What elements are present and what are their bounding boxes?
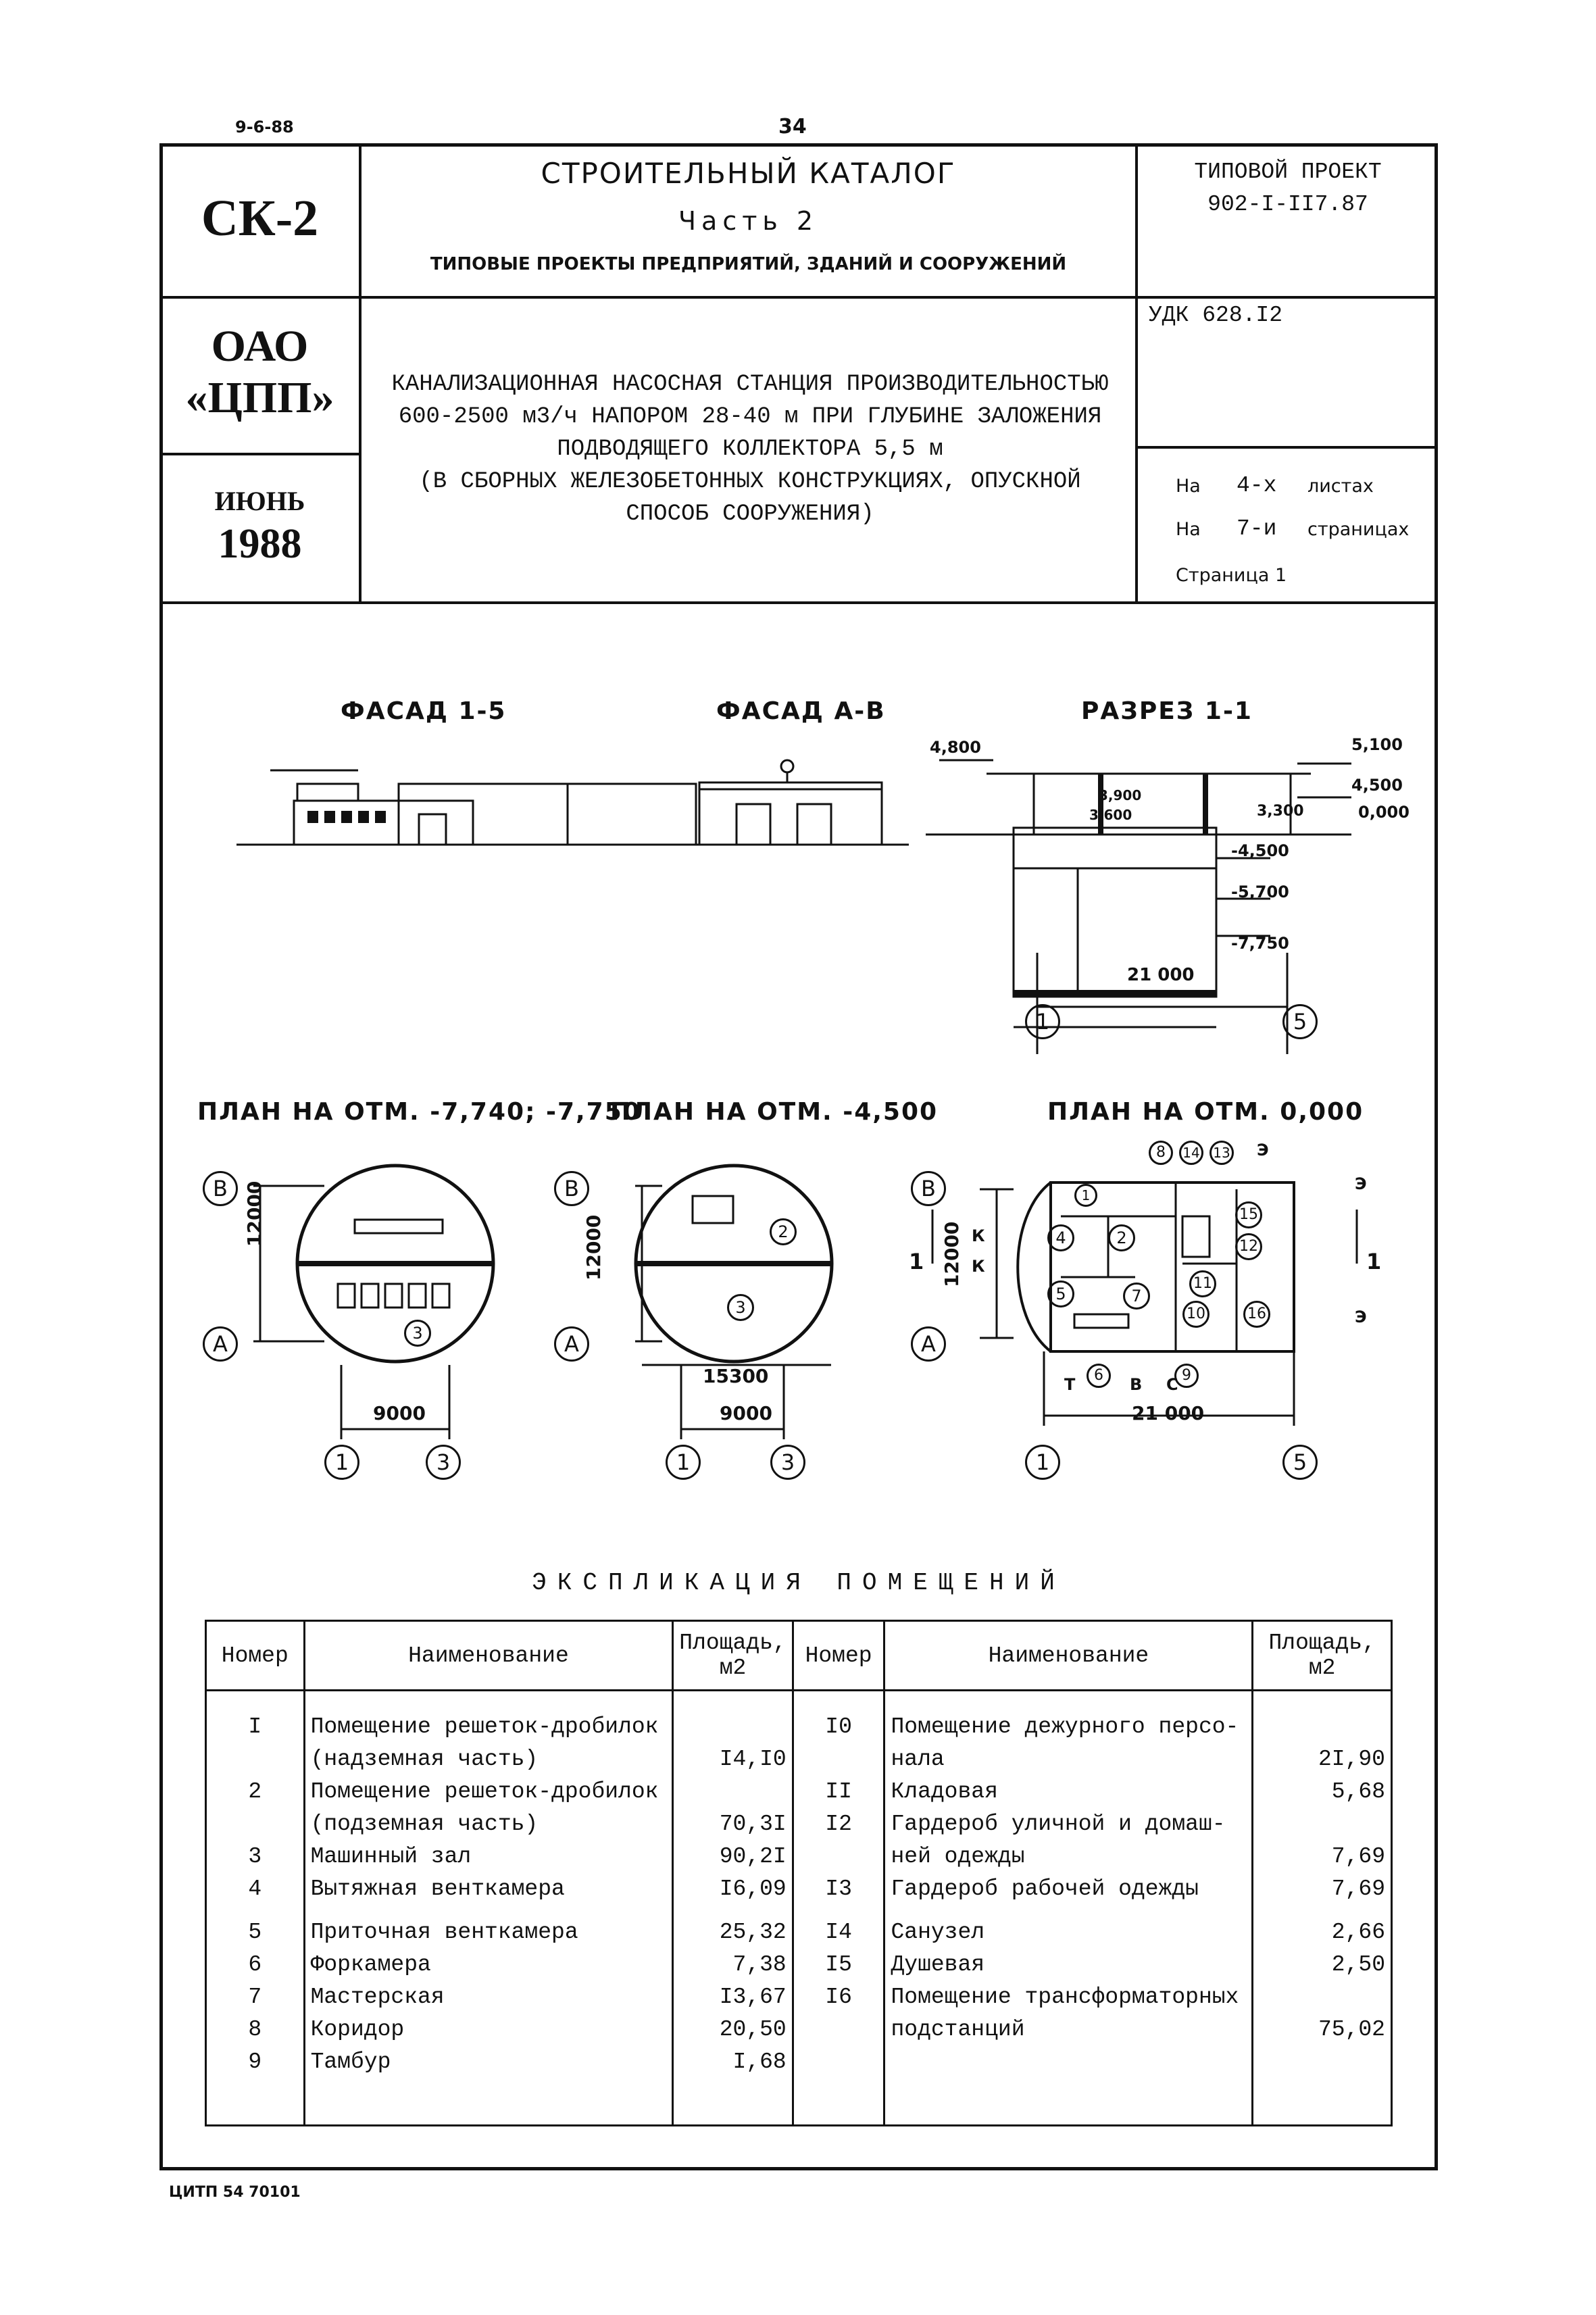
footer-code: ЦИТП 54 70101 (169, 2184, 301, 2201)
plan1-axis-1: 1 (324, 1445, 359, 1480)
table-row (206, 1873, 1392, 1906)
header-bottom-line (159, 601, 1438, 604)
room-name-line: нала (891, 1746, 945, 1772)
room-name-line: Гардероб уличной и домаш- (891, 1811, 1226, 1837)
plan3-axis-5: 5 (1282, 1445, 1318, 1480)
description-line: ПОДВОДЯЩЕГО КОЛЛЕКТОРА 5,5 м (557, 437, 943, 462)
project-label: ТИПОВОЙ ПРОЕКТ (1194, 159, 1382, 184)
facade-1-5-title: ФАСАД 1-5 (341, 697, 507, 725)
plan3-room-11: 11 (1189, 1270, 1216, 1297)
table-row (206, 1711, 1392, 1776)
plan3-room-5: 5 (1047, 1280, 1074, 1308)
room-name-line: Помещение дежурного персо- (891, 1714, 1239, 1739)
level-minus-4-500: -4,500 (1231, 841, 1289, 860)
plan3-axis-1: 1 (1025, 1445, 1060, 1480)
room-number (793, 1776, 884, 1841)
plan3-room-1: 1 (1074, 1184, 1097, 1207)
table-row (206, 1981, 1392, 2014)
plan3-dim-v: 12000 (941, 1221, 963, 1287)
plan1-axis-3: 3 (426, 1445, 461, 1480)
catalog-subtitle: ТИПОВЫЕ ПРОЕКТЫ ПРЕДПРИЯТИЙ, ЗДАНИЙ И СООРУЖЕНИЙ (430, 254, 1067, 274)
room-number-value: 2 (248, 1778, 262, 1804)
room-number: 6 (206, 1949, 305, 1981)
description-line: 600-2500 м3/ч НАПОРОМ 28-40 м ПРИ ГЛУБИНЕ ЗАЛОЖЕНИЯ (398, 404, 1102, 430)
plan3-room-8: 8 (1149, 1141, 1173, 1165)
table-row (206, 2014, 1392, 2046)
header-name: Наименование (884, 1621, 1253, 1691)
facade-a-v-drawing (689, 750, 912, 865)
room-number-value: II (825, 1778, 852, 1804)
pages-unit: страницах (1307, 519, 1410, 540)
level-0-000: 0,000 (1358, 803, 1410, 822)
org-line-1: ОАО (211, 322, 309, 371)
header-left-divider (159, 453, 360, 455)
plan2-room-3: 3 (727, 1294, 754, 1321)
plan3-mark-s: С (1166, 1375, 1178, 1394)
org-line-2: «ЦПП» (185, 373, 334, 422)
issue-month: ИЮНЬ (214, 486, 305, 516)
table-row (206, 1949, 1392, 1981)
plan3-mark-e3: Э (1355, 1308, 1367, 1326)
room-name-line: Помещение решеток-дробилок (310, 1778, 659, 1804)
table-row (206, 2046, 1392, 2126)
plan3-mark-e1: Э (1257, 1141, 1269, 1160)
pages-prefix: На (1176, 519, 1201, 540)
plan-2-drawing (547, 1162, 851, 1487)
description-line: КАНАЛИЗАЦИОННАЯ НАСОСНАЯ СТАНЦИЯ ПРОИЗВОДИТЕЛЬНОСТЬЮ (391, 372, 1109, 397)
plan3-axis-v: В (911, 1171, 946, 1206)
room-area (1253, 1776, 1392, 1841)
room-name (304, 1776, 673, 1841)
plan3-mark-v: В (1130, 1375, 1143, 1394)
room-area: 7,38 (673, 1949, 793, 1981)
axis-5-marker: 5 (1282, 1004, 1318, 1039)
plan3-axis-a: А (911, 1326, 946, 1362)
room-name: Машинный зал (304, 1841, 673, 1873)
sheets-value: 4-х (1237, 473, 1277, 498)
room-name (304, 1711, 673, 1776)
project-description (378, 368, 1122, 530)
table-header-row (206, 1621, 1392, 1691)
room-number: I3 (793, 1873, 884, 1906)
room-area: 90,2I (673, 1841, 793, 1873)
plan2-axis-3: 3 (770, 1445, 805, 1480)
facade-a-v-title: ФАСАД А-В (716, 697, 886, 725)
room-area-value: 5,68 (1331, 1778, 1385, 1804)
room-number: I6 (793, 1981, 884, 2014)
room-name: Санузел (884, 1906, 1253, 1949)
room-number: I0 (793, 1711, 884, 1776)
plan3-room-16: 16 (1243, 1301, 1270, 1328)
level-minus-5-700: -5,700 (1231, 882, 1289, 901)
room-area: 2,66 (1253, 1906, 1392, 1949)
room-number: 4 (206, 1873, 305, 1906)
room-area (1253, 1711, 1392, 1776)
table-row (206, 1906, 1392, 1949)
section-title: РАЗРЕЗ 1-1 (1081, 697, 1253, 725)
room-area: 25,32 (673, 1906, 793, 1949)
room-name: Форкамера (304, 1949, 673, 1981)
header-num: Номер (793, 1621, 884, 1691)
plan1-axis-a: А (203, 1326, 238, 1362)
plan-1-drawing (189, 1162, 514, 1487)
plan-3-title: ПЛАН НА ОТМ. 0,000 (1047, 1098, 1364, 1126)
room-name-line: (надземная часть) (310, 1746, 539, 1772)
plan-1-title: ПЛАН НА ОТМ. -7,740; -7,750 (197, 1098, 641, 1126)
catalog-title: СТРОИТЕЛЬНЫЙ КАТАЛОГ (541, 157, 956, 190)
page-label: Страница 1 (1176, 565, 1287, 586)
room-area: I,68 (673, 2046, 793, 2126)
level-4-800: 4,800 (930, 738, 981, 757)
plan2-dim-h: 9000 (720, 1402, 772, 1424)
plan3-room-14: 14 (1179, 1141, 1203, 1165)
plan1-axis-v: В (203, 1171, 238, 1206)
explication-table (205, 1620, 1393, 2126)
room-number: I (206, 1711, 305, 1776)
header-name: Наименование (304, 1621, 673, 1691)
room-number: 8 (206, 2014, 305, 2046)
header-area-unit: м2 (1308, 1656, 1336, 1681)
room-name: подстанций (884, 2014, 1253, 2046)
room-number: 7 (206, 1981, 305, 2014)
plan3-room-10: 10 (1182, 1301, 1210, 1328)
plan2-axis-v: В (554, 1171, 589, 1206)
room-name (884, 1776, 1253, 1841)
plan3-room-15: 15 (1235, 1201, 1262, 1228)
room-name: ней одежды (884, 1841, 1253, 1873)
plan1-dim-v: 12000 (243, 1180, 266, 1247)
room-name-line: (подземная часть) (310, 1811, 539, 1837)
room-name: Душевая (884, 1949, 1253, 1981)
page-number: 34 (778, 115, 807, 139)
plan3-room-6: 6 (1087, 1364, 1111, 1388)
plan3-mark-t: Т (1064, 1375, 1076, 1394)
header-area-label: Площадь, (1268, 1631, 1376, 1656)
description-line: СПОСОБ СООРУЖЕНИЯ) (626, 501, 874, 527)
section-span: 21 000 (1127, 965, 1195, 985)
table-row (206, 1841, 1392, 1873)
header-divider (159, 296, 1438, 299)
plan3-room-7: 7 (1123, 1283, 1150, 1310)
level-3-300: 3,300 (1257, 803, 1304, 820)
level-5-100: 5,100 (1351, 735, 1403, 754)
series-code: СК-2 (201, 190, 319, 247)
catalog-part: Часть 2 (678, 206, 819, 236)
room-area-value: I4,I0 (719, 1746, 787, 1772)
header-area-label: Площадь, (679, 1631, 787, 1656)
room-number-value: I2 (825, 1811, 852, 1837)
room-number (206, 1776, 305, 1841)
room-number: 9 (206, 2046, 305, 2126)
room-name-line: Кладовая (891, 1778, 998, 1804)
room-name: Мастерская (304, 1981, 673, 2014)
room-name: Приточная венткамера (304, 1906, 673, 1949)
plan-2-title: ПЛАН НА ОТМ. -4,500 (610, 1098, 939, 1126)
room-name: Вытяжная венткамера (304, 1873, 673, 1906)
plan2-dim-v: 12000 (582, 1214, 605, 1280)
plan3-mark-e2: Э (1355, 1174, 1367, 1193)
header-area-unit: м2 (719, 1656, 747, 1681)
room-name-line: Помещение решеток-дробилок (310, 1714, 659, 1739)
room-name: Коридор (304, 2014, 673, 2046)
level-3-900: 3,900 (1099, 787, 1142, 803)
level-minus-7-750: -7,750 (1231, 934, 1289, 953)
room-area: 2,50 (1253, 1949, 1392, 1981)
level-3-600: 3,600 (1089, 807, 1132, 823)
room-area: 7,69 (1253, 1873, 1392, 1906)
room-area (673, 1776, 793, 1841)
header-area (1253, 1621, 1392, 1691)
plan3-room-13: 13 (1210, 1141, 1234, 1165)
room-area: I3,67 (673, 1981, 793, 2014)
project-code: 902-I-II7.87 (1207, 192, 1368, 217)
header-area (673, 1621, 793, 1691)
pages-value: 7-и (1237, 516, 1277, 541)
plan2-room-2: 2 (770, 1218, 797, 1245)
page-date: 9-6-88 (235, 118, 294, 136)
plan2-dim-diam: 15300 (703, 1365, 769, 1387)
description-line: (В СБОРНЫХ ЖЕЛЕЗОБЕТОННЫХ КОНСТРУКЦИЯХ, ОПУСКНОЙ (419, 469, 1081, 495)
room-area-value: 70,3I (719, 1811, 787, 1837)
plan3-room-4: 4 (1047, 1224, 1074, 1251)
header-num: Номер (206, 1621, 305, 1691)
room-name: Гардероб рабочей одежды (884, 1873, 1253, 1906)
sheets-prefix: На (1176, 476, 1201, 497)
sheets-unit: листах (1307, 476, 1374, 497)
plan3-room-12: 12 (1235, 1233, 1262, 1260)
plan3-mark-k1: К (972, 1226, 985, 1245)
plan2-axis-a: А (554, 1326, 589, 1362)
plan2-axis-1: 1 (666, 1445, 701, 1480)
room-area (673, 1711, 793, 1776)
room-number: 3 (206, 1841, 305, 1873)
plan3-room-2: 2 (1108, 1224, 1135, 1251)
room-number: I5 (793, 1949, 884, 1981)
room-area: 75,02 (1253, 2014, 1392, 2046)
room-number: 5 (206, 1906, 305, 1949)
room-area: 20,50 (673, 2014, 793, 2046)
room-area-value: 2I,90 (1318, 1746, 1385, 1772)
room-name (884, 1711, 1253, 1776)
level-4-500: 4,500 (1351, 776, 1403, 795)
udk-code: УДК 628.I2 (1149, 303, 1283, 328)
table-row (206, 1776, 1392, 1841)
room-number: I4 (793, 1906, 884, 1949)
plan-3-drawing (892, 1149, 1432, 1487)
plan3-section-mark-left: 1 (909, 1249, 924, 1274)
room-area: 7,69 (1253, 1841, 1392, 1873)
plan3-dim-h: 21 000 (1132, 1402, 1205, 1424)
plan1-room-3: 3 (404, 1320, 431, 1347)
axis-1-marker: 1 (1025, 1004, 1060, 1039)
issue-year: 1988 (218, 521, 302, 567)
room-area: I6,09 (673, 1873, 793, 1906)
header-right-divider (1135, 446, 1438, 449)
plan3-mark-k2: К (972, 1257, 985, 1276)
room-name: Помещение трансформаторных (884, 1981, 1253, 2014)
org-name (159, 321, 360, 424)
plan1-dim-h: 9000 (373, 1402, 426, 1424)
plan3-section-mark-right: 1 (1366, 1249, 1382, 1274)
explication-title: ЭКСПЛИКАЦИЯ ПОМЕЩЕНИЙ (532, 1569, 1066, 1597)
plan3-room-9: 9 (1174, 1364, 1199, 1388)
room-name: Тамбур (304, 2046, 673, 2126)
